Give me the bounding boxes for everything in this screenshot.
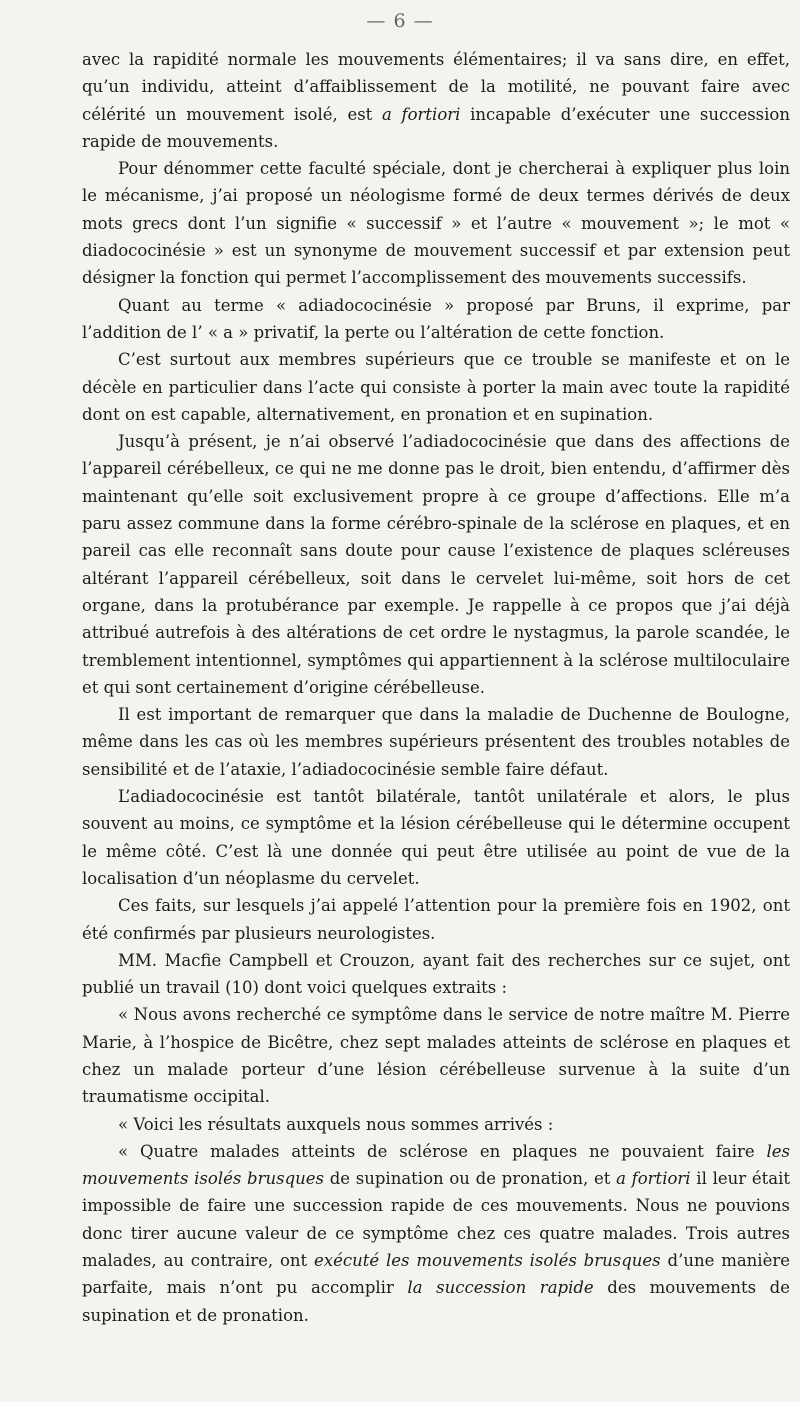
text-run: L’adiadococinésie est tantôt bilatérale, tantôt unilatérale et alors, le plus souvent au moins, ce symptôme et la lésion cérébelleuse qui le détermine occupent le même côté. C’est là une donnée qui peut être utilisée au point de vue de la localisation d’un néoplasme du cervelet. [82,787,790,888]
text-run: C’est surtout aux membres supérieurs que ce trouble se manifeste et on le décèle en particulier dans l’acte qui consiste à porter la main avec toute la rapidité dont on est capable, alternativement, en pronation et en supination. [82,350,790,424]
text-run: « Voici les résultats auxquels nous sommes arrivés : [118,1114,554,1134]
paragraph [82,155,790,291]
paragraph [82,1111,790,1138]
paragraph [82,783,790,892]
italic-run: a fortiori [381,104,461,124]
text-run: de supination ou de pronation, et [324,1169,617,1189]
text-run: « Nous avons recherché ce symptôme dans le service de notre maître M. Pierre Marie, à l’hospice de Bicêtre, chez sept malades atteints de sclérose en plaques et chez un malade porteur d’une lésion cérébelleuse survenue à la suite d’un traumatisme occipital. [82,1005,790,1107]
paragraph [82,46,790,155]
paragraph [82,346,790,428]
italic-run: a fortiori [616,1169,691,1189]
text-run: il leur était impossible de faire une succession rapide de ces mouvements. Nous ne pouvions donc tirer aucune valeur de ce symptôme chez ces quatre malades. Trois autres malades, au contraire, ont [82,1169,790,1271]
text-run: Ces faits, sur lesquels j’ai appelé l’attention pour la première fois en 1902, ont été confirmés par plusieurs neurologistes. [82,896,790,943]
paragraph [82,292,790,347]
paragraph [82,1001,790,1110]
italic-run: les mouvements isolés brusques [82,1141,790,1189]
text-run: Jusqu’à présent, je n’ai observé l’adiadococinésie que dans des affections de l’appareil cérébelleux, ce qui ne me donne pas le droit, bien entendu, d’affirmer dès maintenant qu’elle soit exclusivement propre à ce groupe d’affections. Elle m’a paru assez commune dans la forme cérébro-spinale de la sclérose en plaques, et en pareil cas elle reconnaît sans doute pour cause l’existence de plaques scléreuses altérant l’appareil cérébelleux, soit dans le cervelet lui-même, soit hors de cet organe, dans la protubérance par exemple. Je rappelle à ce propos que j’ai déjà attribué autrefois à des altérations de cet ordre le nystagmus, la parole scandée, le tremblement intentionnel, symptômes qui appartiennent à la sclérose multiloculaire et qui sont certainement d’origine cérébelleuse. [82,432,790,697]
paragraph [82,1138,790,1329]
italic-run: la succession rapide [407,1278,594,1298]
text-run: Pour dénommer cette faculté spéciale, dont je chercherai à expliquer plus loin le mécanisme, j’ai proposé un néologisme formé de deux termes dérivés de deux mots grecs dont l’un signifie « successif » et l’autre « mouvement »; le mot « diadococinésie » est un synonyme de mouvement successif et par extension peut désigner la fonction qui permet l’accomplissement des mouvements successifs. [82,159,790,288]
paragraph [82,947,790,1002]
text-run: « Quatre malades atteints de sclérose en plaques ne pouvaient faire [118,1141,767,1161]
text-run: d’une manière parfaite, mais n’ont pu accomplir [82,1251,790,1298]
text-run: Quant au terme « adiadococinésie » proposé par Bruns, il exprime, par l’addition de l’ « a » privatif, la perte ou l’altération de cette fonction. [82,295,790,342]
paragraph [82,892,790,947]
italic-run: exécuté les mouvements isolés brusques [314,1251,661,1271]
page-number: — 6 — [366,10,434,32]
text-body [82,46,790,1329]
text-run: Il est important de remarquer que dans la maladie de Duchenne de Boulogne, même dans les cas où les membres supérieurs présentent des troubles notables de sensibilité et de l’ataxie, l’adiadococinésie semble faire défaut. [82,705,790,779]
text-run: des mouvements de supination et de pronation. [82,1278,790,1325]
text-run: incapable d’exécuter une succession rapide de mouvements. [82,104,790,151]
paragraph [82,428,790,701]
paragraph [82,701,790,783]
text-run: MM. Macfie Campbell et Crouzon, ayant fait des recherches sur ce sujet, ont publié un travail (10) dont voici quelques extraits : [82,950,790,998]
text-run: avec la rapidité normale les mouvements élémentaires; il va sans dire, en effet, qu’un individu, atteint d’affaiblissement de la motilité, ne pouvant faire avec célérité un mouvement isolé, est [82,50,790,124]
